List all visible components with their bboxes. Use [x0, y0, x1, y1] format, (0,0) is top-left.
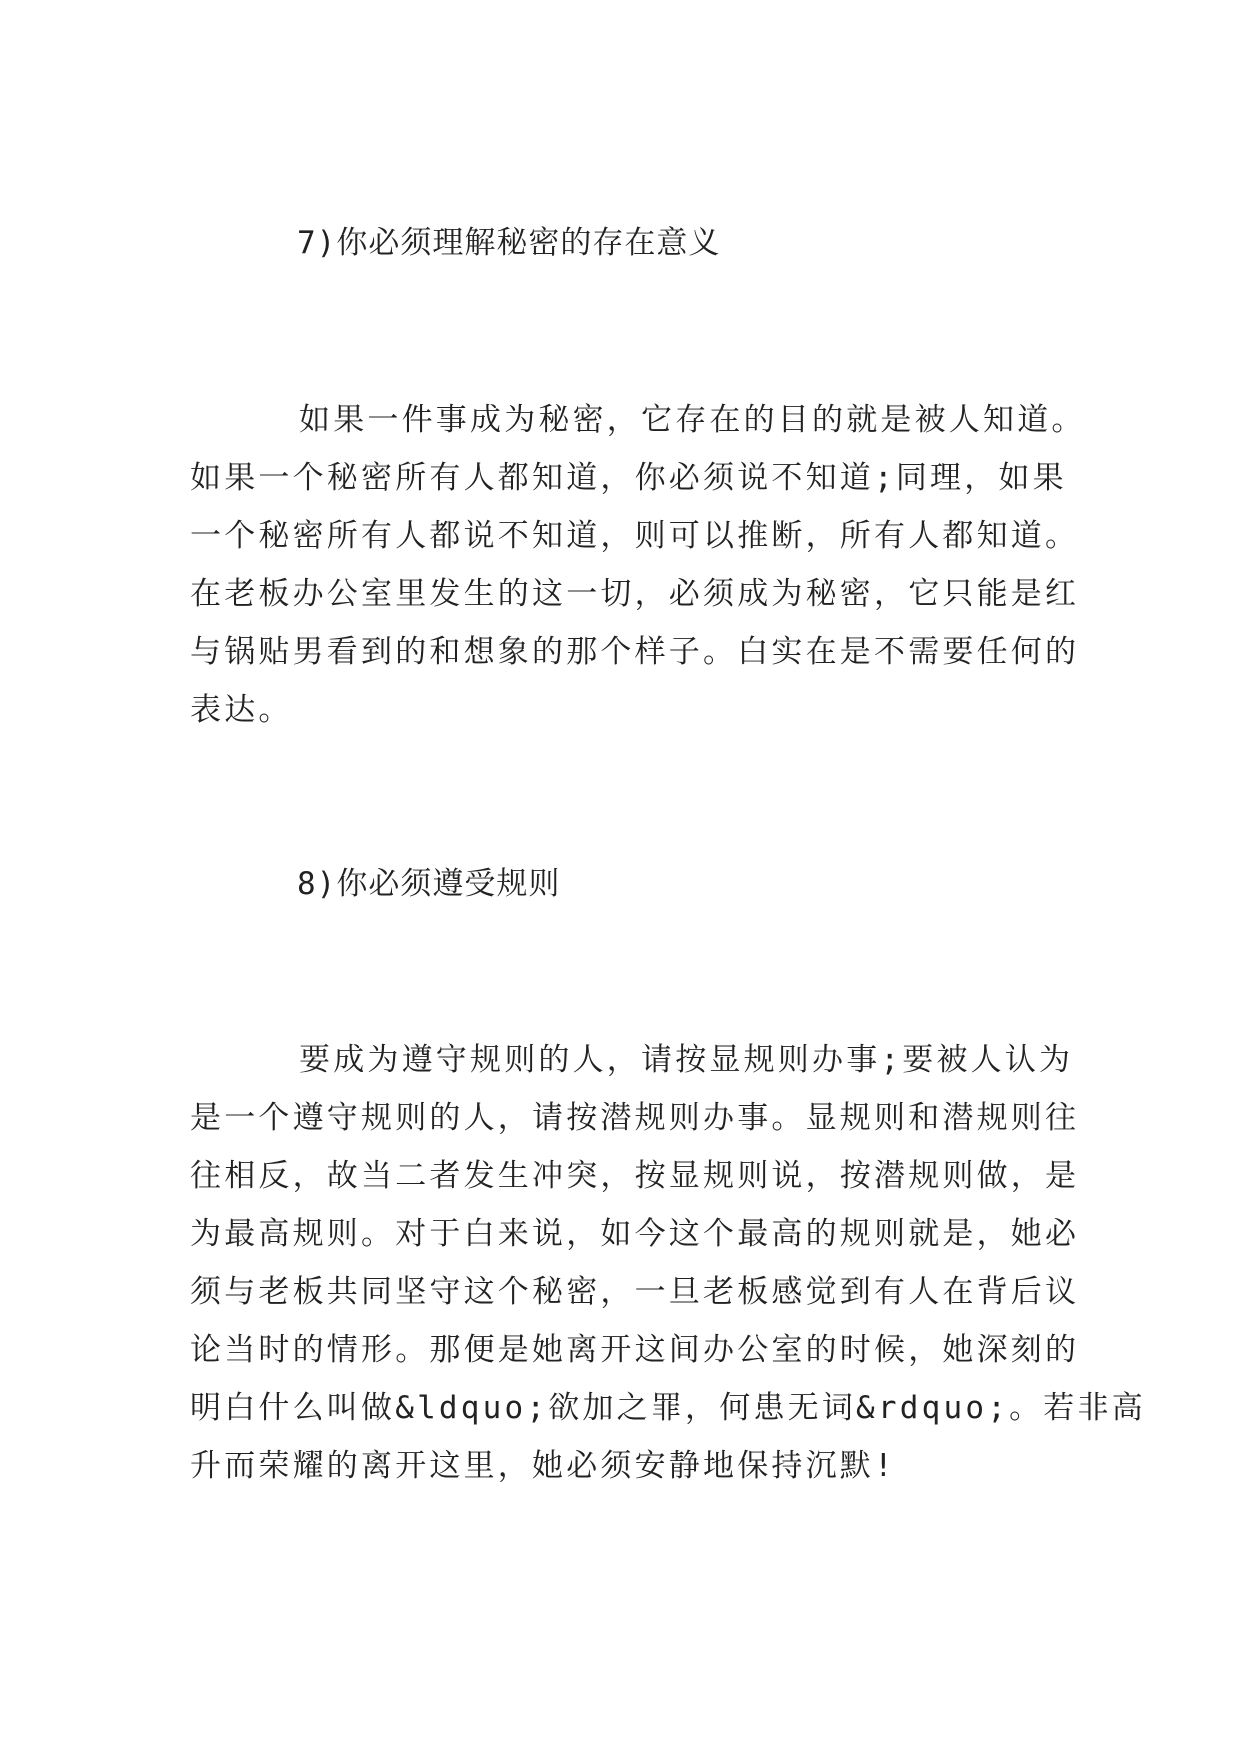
paragraph-line: 表达。	[190, 692, 293, 728]
paragraph-line: 为最高规则。对于白来说，如今这个最高的规则就是，她必	[190, 1216, 1080, 1252]
section-8-paragraph	[190, 1031, 1146, 1495]
paragraph-line: 是一个遵守规则的人，请按潜规则办事。显规则和潜规则往	[190, 1100, 1080, 1136]
section-7-heading: 7)你必须理解秘密的存在意义	[297, 225, 721, 261]
paragraph-line: 往相反，故当二者发生冲突，按显规则说，按潜规则做，是	[190, 1158, 1080, 1194]
paragraph-line: 论当时的情形。那便是她离开这间办公室的时候，她深刻的	[190, 1332, 1080, 1368]
paragraph-line: 在老板办公室里发生的这一切，必须成为秘密，它只能是红	[190, 576, 1080, 612]
paragraph-line: 与锅贴男看到的和想象的那个样子。白实在是不需要任何的	[190, 634, 1080, 670]
paragraph-line: 要成为遵守规则的人，请按显规则办事;要被人认为	[299, 1042, 1074, 1078]
section-7-paragraph	[190, 391, 1086, 739]
paragraph-line: 如果一个秘密所有人都知道，你必须说不知道;同理，如果	[190, 460, 1067, 496]
paragraph-line: 一个秘密所有人都说不知道，则可以推断，所有人都知道。	[190, 518, 1080, 554]
section-8-heading: 8)你必须遵受规则	[297, 866, 561, 902]
paragraph-line: 明白什么叫做&ldquo;欲加之罪，何患无词&rdquo;。若非高	[190, 1390, 1146, 1426]
paragraph-line: 升而荣耀的离开这里，她必须安静地保持沉默!	[190, 1448, 896, 1484]
paragraph-line: 须与老板共同坚守这个秘密，一旦老板感觉到有人在背后议	[190, 1274, 1080, 1310]
paragraph-line: 如果一件事成为秘密，它存在的目的就是被人知道。	[299, 402, 1086, 438]
